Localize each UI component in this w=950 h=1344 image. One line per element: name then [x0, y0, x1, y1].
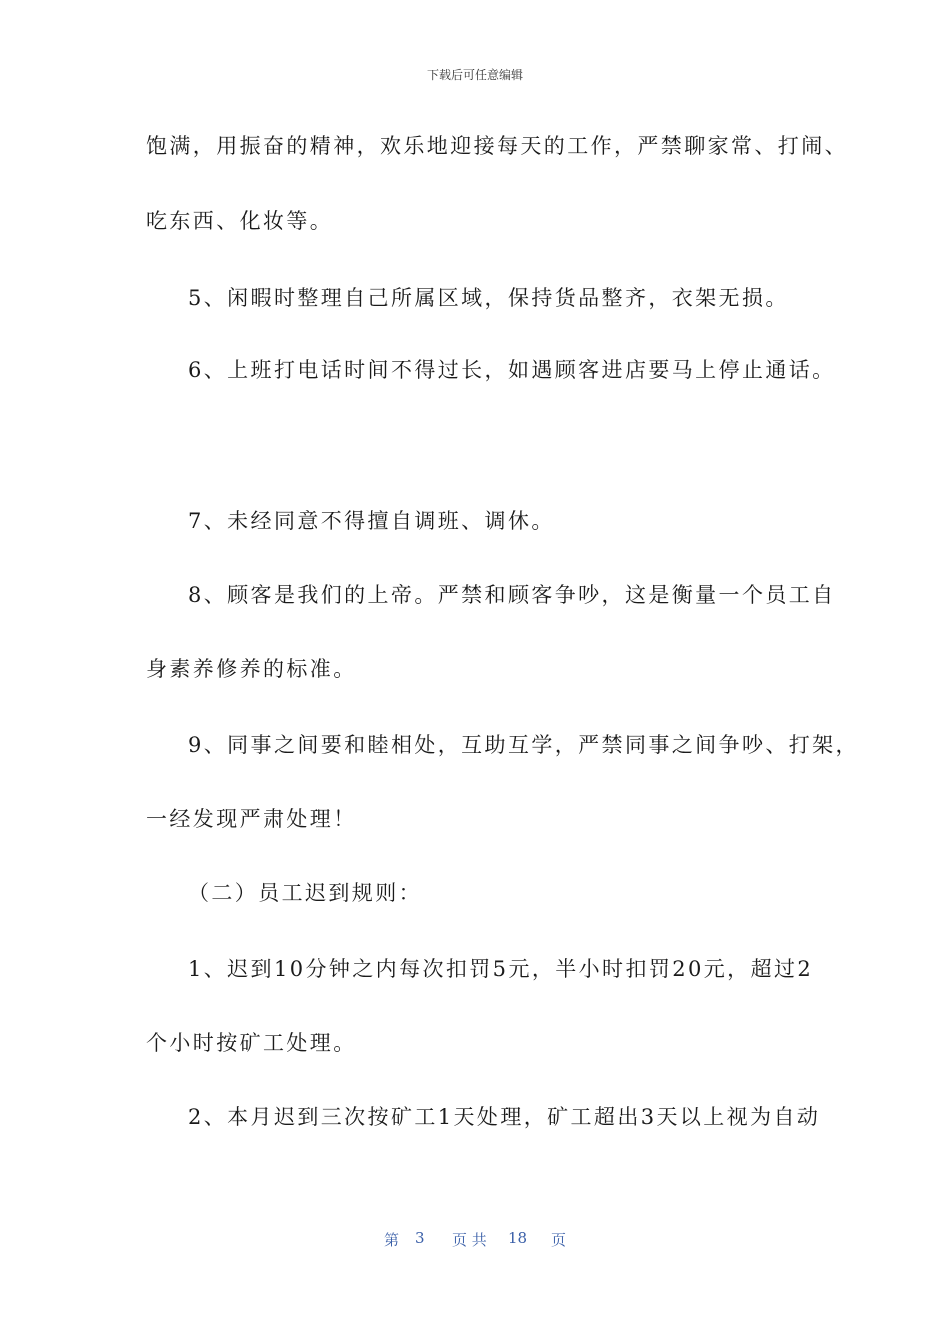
body-line-2: 吃东西、化妆等。	[146, 209, 334, 233]
footer-ye-gong: 页 共	[452, 1231, 487, 1249]
footer-di: 第	[384, 1231, 400, 1249]
footer-ye: 页	[551, 1231, 567, 1249]
body-line-9: 一经发现严肃处理！	[146, 807, 357, 831]
footer-total-pages: 18	[508, 1229, 528, 1247]
body-line-8: 9、同事之间要和睦相处，互助互学，严禁同事之间争吵、打架，	[188, 733, 859, 757]
body-line-11: 个小时按矿工处理。	[146, 1031, 357, 1055]
page-header: 下载后可任意编辑	[426, 68, 523, 82]
body-line-3: 5、闲暇时整理自己所属区域，保持货品整齐，衣架无损。	[188, 286, 789, 310]
footer-current-page: 3	[415, 1229, 425, 1247]
page-footer	[0, 1229, 950, 1249]
body-line-5: 7、未经同意不得擅自调班、调休。	[188, 509, 555, 533]
body-line-6: 8、顾客是我们的上帝。严禁和顾客争吵，这是衡量一个员工自	[188, 583, 836, 607]
body-line-1: 饱满，用振奋的精神，欢乐地迎接每天的工作，严禁聊家常、打闹、	[146, 134, 848, 158]
body-line-4: 6、上班打电话时间不得过长，如遇顾客进店要马上停止通话。	[188, 358, 836, 382]
section-heading: （二）员工迟到规则：	[188, 881, 422, 905]
body-line-12: 2、本月迟到三次按矿工1天处理，矿工超出3天以上视为自动	[188, 1105, 821, 1129]
body-line-7: 身素养修养的标准。	[146, 657, 357, 681]
body-line-10: 1、迟到10分钟之内每次扣罚5元，半小时扣罚20元，超过2	[188, 957, 814, 981]
